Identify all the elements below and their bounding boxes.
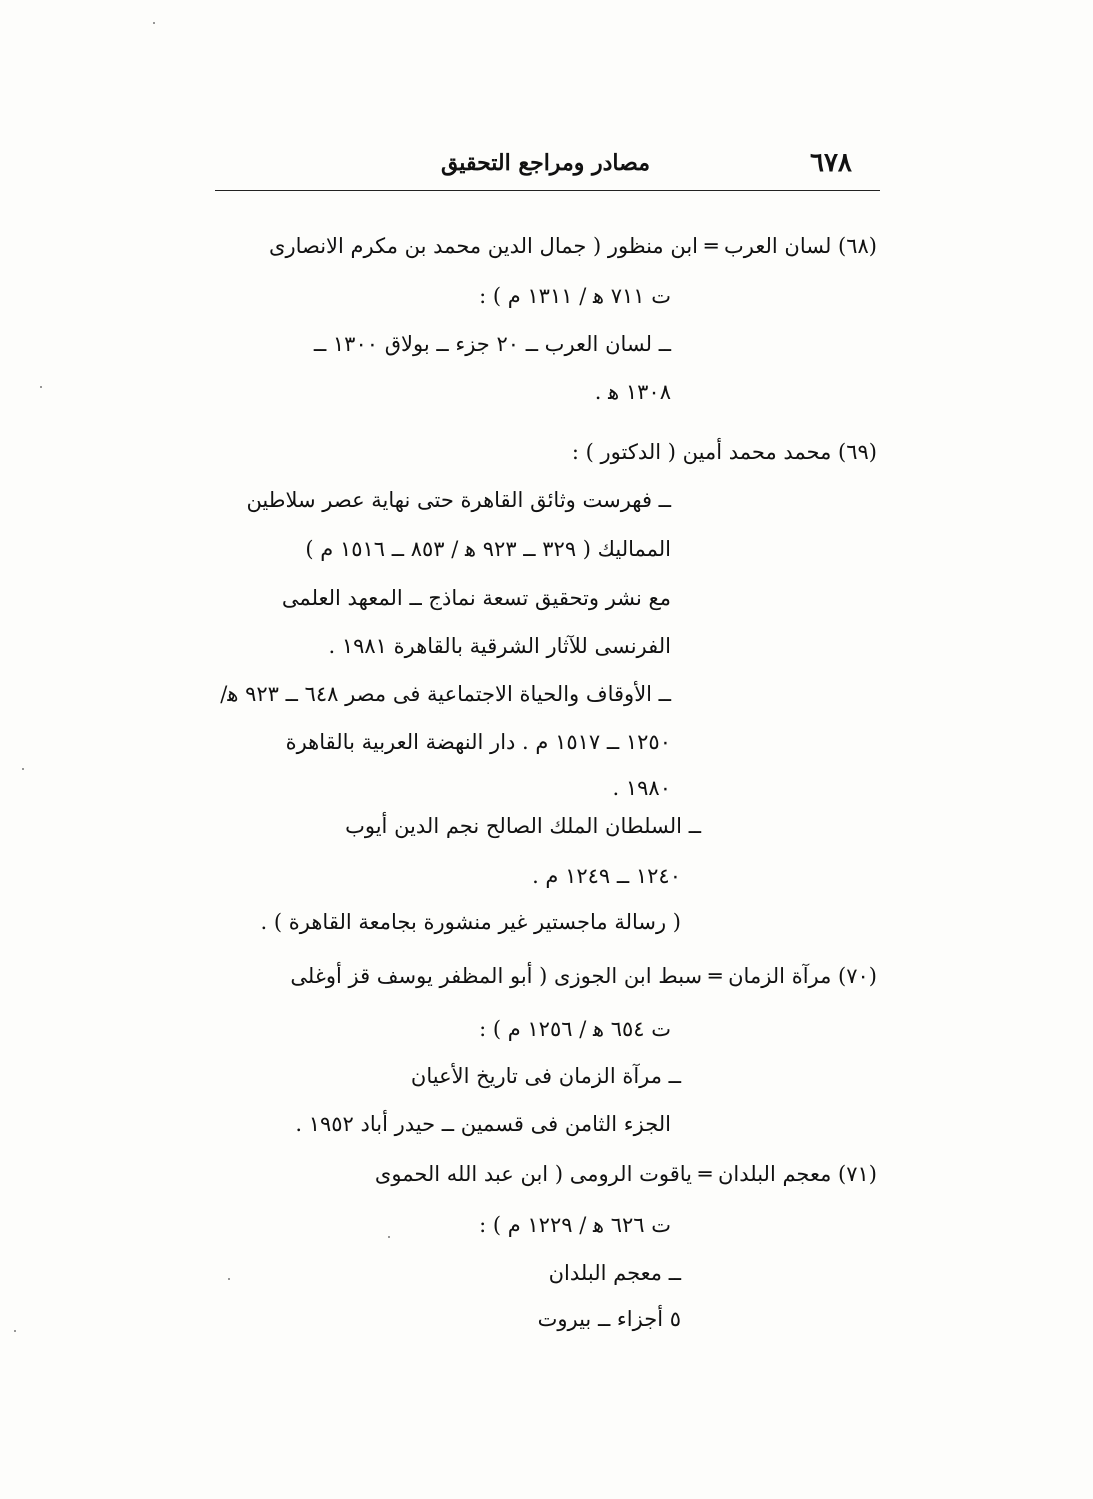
entry-70-work: ــ مرآة الزمان فى تاريخ الأعيان — [410, 1064, 681, 1088]
entry-69-work-1-cont: الفرنسى للآثار الشرقية بالقاهرة ١٩٨١ . — [328, 634, 671, 658]
entry-70-heading: (٧٠) مرآة الزمان ═ سبط ابن الجوزى ( أبو المظفر يوسف قز أوغلى — [290, 964, 877, 988]
scan-speck — [153, 22, 155, 24]
entry-69-work-2-cont: ١٢٥٠ ــ ١٥١٧ م . دار النهضة العربية بالقاهرة — [285, 730, 671, 754]
scan-speck — [14, 1330, 16, 1332]
entry-69-work-1-cont: المماليك ( ٣٢٩ ــ ٩٢٣ ﻫ / ٨٥٣ ــ ١٥١٦ م ) — [305, 537, 671, 561]
entry-69-work-1: ــ فهرست وثائق القاهرة حتى نهاية عصر سلاطين — [246, 488, 671, 512]
entry-69-work-3-note: ( رسالة ماجستير غير منشورة بجامعة القاهرة ) . — [260, 910, 681, 934]
entry-71-work-cont: ٥ أجزاء ــ بيروت — [537, 1307, 681, 1331]
entry-68-heading: (٦٨) لسان العرب ═ ابن منظور ( جمال الدين محمد بن مكرم الانصارى — [269, 234, 877, 258]
entry-69-work-2-cont: ١٩٨٠ . — [612, 776, 671, 800]
scan-speck — [388, 1236, 390, 1238]
entry-71-work: ــ معجم البلدان — [548, 1261, 681, 1285]
entry-68-work: ــ لسان العرب ــ ٢٠ جزء ــ بولاق ١٣٠٠ ــ — [313, 332, 671, 356]
entry-70-death-date: ت ٦٥٤ ﻫ / ١٢٥٦ م ) : — [479, 1017, 671, 1041]
entry-68-death-date: ت ٧١١ ﻫ / ١٣١١ م ) : — [479, 284, 671, 308]
header-rule — [215, 190, 880, 191]
entry-69-heading: (٦٩) محمد محمد أمين ( الدكتور ) : — [571, 440, 877, 464]
page-number: ٦٧٨ — [810, 148, 852, 178]
entry-69-work-1-cont: مع نشر وتحقيق تسعة نماذج ــ المعهد العلمى — [281, 586, 671, 610]
scan-speck — [228, 1278, 230, 1280]
entry-71-heading: (٧١) معجم البلدان ═ ياقوت الرومى ( ابن عبد الله الحموى — [374, 1162, 877, 1186]
entry-69-work-3-cont: ١٢٤٠ ــ ١٢٤٩ م . — [532, 864, 681, 888]
entry-71-death-date: ت ٦٢٦ ﻫ / ١٢٢٩ م ) : — [479, 1213, 671, 1237]
entry-69-work-3: ــ السلطان الملك الصالح نجم الدين أيوب — [345, 814, 701, 838]
scan-speck — [40, 386, 42, 388]
running-header-title: مصادر ومراجع التحقيق — [440, 150, 650, 176]
entry-69-work-2: ــ الأوقاف والحياة الاجتماعية فى مصر ٦٤٨ ــ ٩٢٣ ﻫ/ — [220, 682, 671, 706]
scan-speck — [22, 768, 24, 770]
entry-70-work-cont: الجزء الثامن فى قسمين ــ حيدر أباد ١٩٥٢ . — [295, 1112, 671, 1136]
entry-68-work-cont: ١٣٠٨ ﻫ . — [594, 380, 671, 404]
